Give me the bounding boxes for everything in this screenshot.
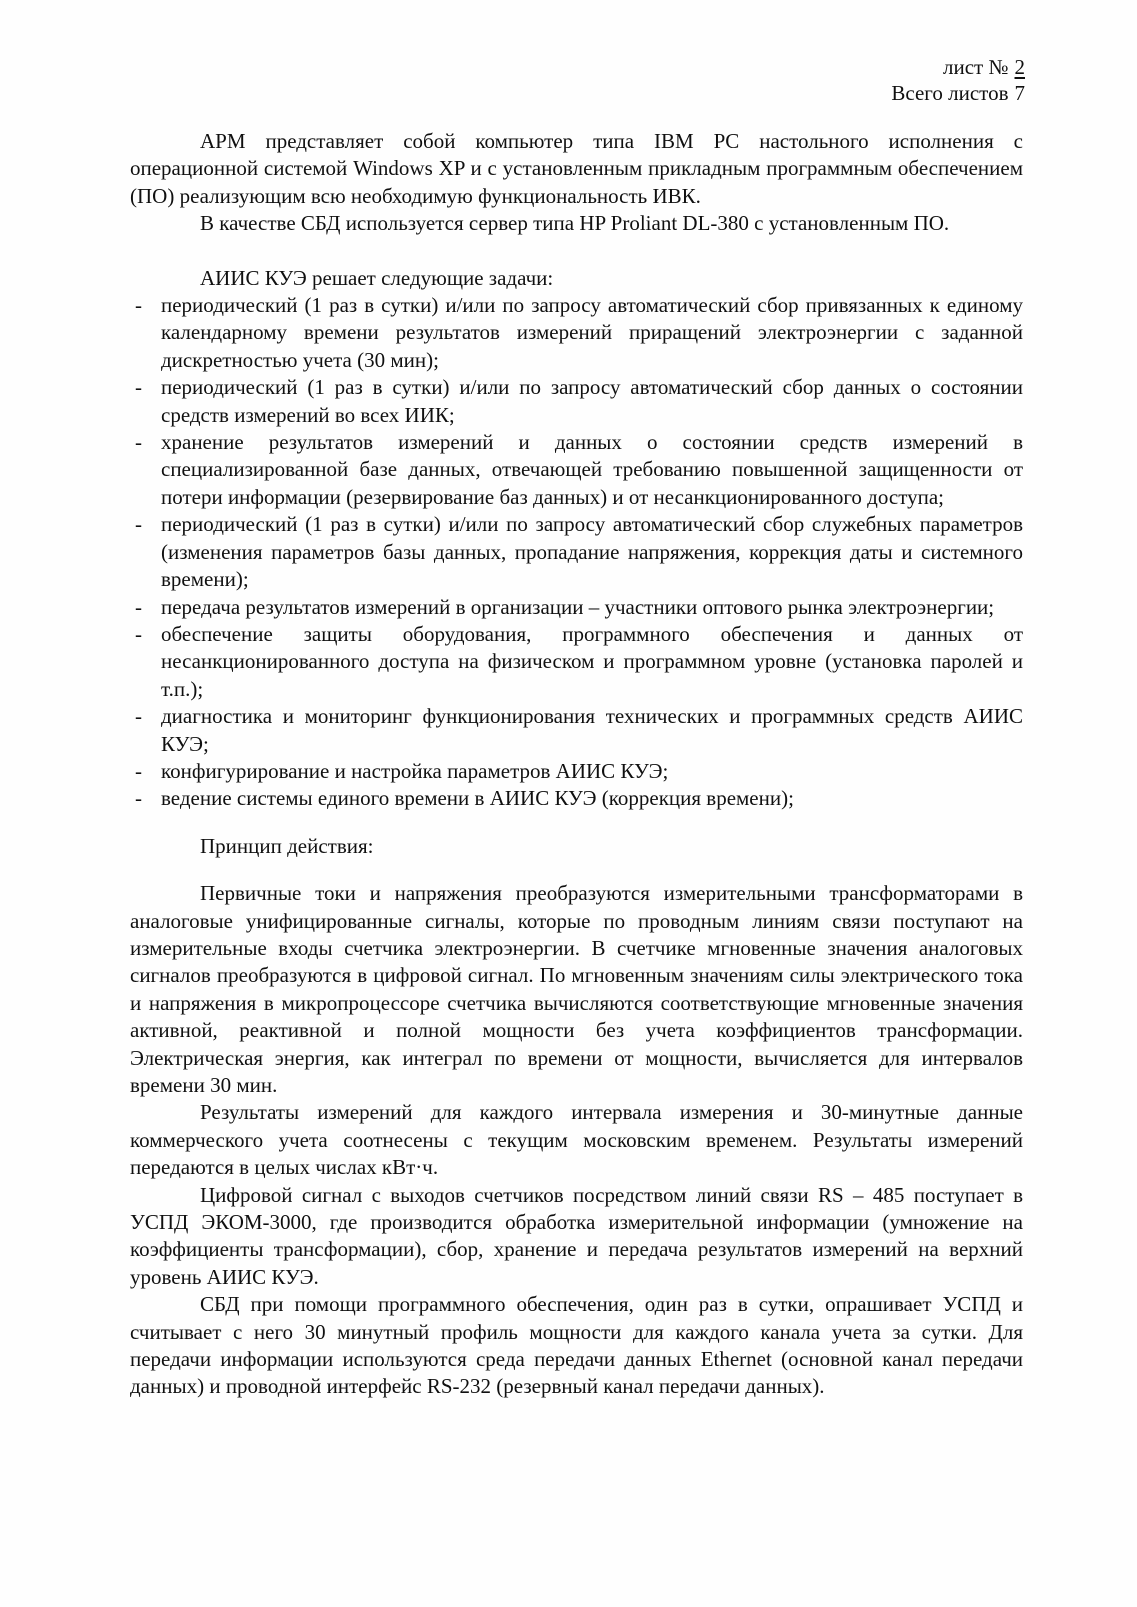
task-item [130, 758, 1023, 785]
paragraph-sbd-polling: СБД при помощи программного обеспечения, один раз в сутки, опрашивает УСПД и считывает с него 30 минутный профиль мощности для каждого канала учета за сутки. Для передачи информации используются среда передачи данных Ethernet (основной канал передачи данных) и проводной интерфейс RS-232 (резервный канал передачи данных). [130, 1292, 1023, 1399]
task-item [130, 429, 1023, 511]
task-item [130, 511, 1023, 593]
task-text: передача результатов измерений в организации – участники оптового рынка электроэнергии; [161, 594, 995, 619]
task-item [130, 703, 1023, 758]
sheet-number-line [0, 54, 1025, 80]
paragraph-arm: АРМ представляет собой компьютер типа IBM PC настольного исполнения с операционной системой Windows XP и с установленным прикладным программным обеспечением (ПО) реализующим всю необходимую функциональность ИВК. [130, 129, 1023, 208]
paragraph-principle: Первичные токи и напряжения преобразуются измерительными трансформаторами в аналоговые унифицированные сигналы, которые по проводным линиям связи поступают на измерительные входы счетчика электроэнергии. В счетчике мгновенные значения аналоговых сигналов преобразуются в цифровой сигнал. По мгновенным значениям силы электрического тока и напряжения в микропроцессоре счетчика вычисляются соответствующие мгновенные значения активной, реактивной и полной мощности без учета коэффициентов трансформации. Электрическая энергия, как интеграл по времени от мощности, вычисляется для интервалов времени 30 мин. [130, 881, 1023, 1097]
total-sheets-label: Всего листов [891, 81, 1009, 105]
paragraph-results: Результаты измерений для каждого интервала измерения и 30-минутные данные коммерческого учета соотнесены с текущим московским временем. Результаты измерений передаются в целых числах кВт·ч. [130, 1100, 1023, 1180]
total-sheets-line [0, 80, 1025, 106]
list-dash: - [135, 430, 142, 455]
list-dash: - [135, 594, 142, 619]
task-text: обеспечение защиты оборудования, программного обеспечения и данных от несанкционированного доступа на физическом и программном уровне (установка паролей и т.п.); [161, 621, 1023, 701]
list-dash: - [135, 293, 142, 318]
task-item [130, 785, 1023, 812]
task-item [130, 292, 1023, 374]
list-dash: - [135, 758, 142, 783]
task-text: ведение системы единого времени в АИИС КУЭ (коррекция времени); [161, 786, 794, 811]
task-item [130, 594, 1023, 621]
task-item [130, 621, 1023, 703]
task-text: периодический (1 раз в сутки) и/или по запросу автоматический сбор привязанных к единому календарному времени результатов измерений приращений электроэнергии с заданной дискретностью учета (30 мин); [161, 293, 1023, 372]
principle-heading: Принцип действия: [200, 833, 374, 858]
sheet-header [0, 54, 1025, 106]
task-text: периодический (1 раз в сутки) и/или по запросу автоматический сбор данных о состоянии средств измерений во всех ИИК; [161, 375, 1023, 427]
list-dash: - [135, 512, 142, 537]
task-text: диагностика и мониторинг функционирования технических и программных средств АИИС КУЭ; [161, 704, 1023, 756]
list-dash: - [135, 786, 142, 811]
list-dash: - [135, 621, 142, 646]
tasks-list [130, 292, 1023, 813]
tasks-intro: АИИС КУЭ решает следующие задачи: [200, 265, 554, 290]
task-text: хранение результатов измерений и данных о состоянии средств измерений в специализированной базе данных, отвечающей требованию повышенной защищенности от потери информации (резервирование баз данных) и от несанкционированного доступа; [161, 430, 1023, 509]
sheet-number: 2 [1014, 55, 1025, 79]
paragraph-digital-signal: Цифровой сигнал с выходов счетчиков посредством линий связи RS – 485 поступает в УСПД ЭКОМ-3000, где производится обработка измерительной информации (умножение на коэффициенты трансформации), сбор, хранение и передача результатов измерений на верхний уровень АИИС КУЭ. [130, 1182, 1023, 1289]
list-dash: - [135, 704, 142, 729]
paragraph-sbd: В качестве СБД используется сервер типа HP Proliant DL-380 с установленным ПО. [200, 211, 950, 236]
sheet-label: лист № [942, 55, 1009, 79]
task-item [130, 374, 1023, 429]
total-sheets-number: 7 [1014, 81, 1025, 105]
task-text: конфигурирование и настройка параметров АИИС КУЭ; [161, 758, 669, 783]
list-dash: - [135, 375, 142, 400]
task-text: периодический (1 раз в сутки) и/или по запросу автоматический сбор служебных параметров (изменения параметров базы данных, пропадание напряжения, коррекция даты и системного времени); [161, 512, 1023, 592]
document-body [130, 128, 1023, 1401]
